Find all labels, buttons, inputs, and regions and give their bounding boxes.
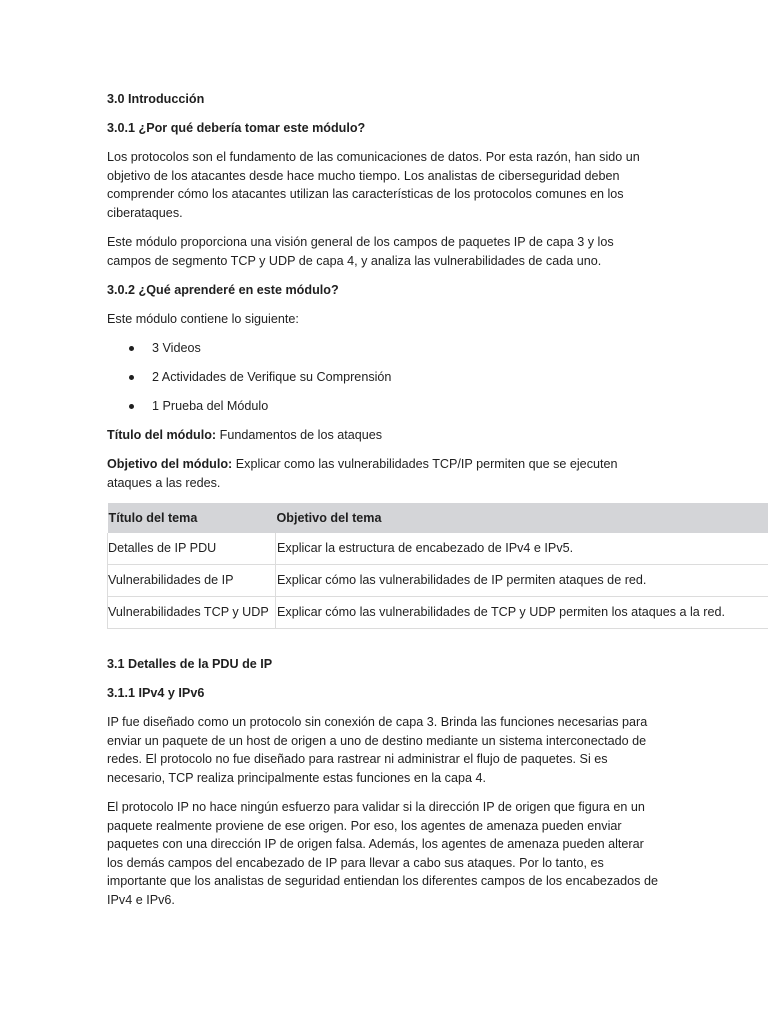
table-cell-topic: Detalles de IP PDU bbox=[108, 533, 276, 565]
header-topic-objective: Objetivo del tema bbox=[276, 503, 768, 533]
paragraph-pdu-2: El protocolo IP no hace ningún esfuerzo para validar si la dirección IP de origen que figura en un paquete realmente proviene de ese origen. Por eso, los agentes de amenaza pueden enviar paquetes con una dirección IP de origen falsa. Además, los agentes de amenaza pueden alterar los demás campos del encabezado de IP para llevar a cabo sus ataques. Por lo tanto, es importante que los analistas de seguridad entiendan los diferentes campos de los encabezados de IPv4 e IPv6. bbox=[107, 800, 658, 908]
module-title-value: Fundamentos de los ataques bbox=[216, 428, 383, 443]
heading-3-0-1: 3.0.1 ¿Por qué debería tomar este módulo? bbox=[107, 121, 366, 136]
table-row bbox=[108, 533, 768, 565]
list-item: 3 Videos bbox=[107, 339, 768, 358]
document-page bbox=[107, 90, 768, 920]
paragraph-why-2: Este módulo proporciona una visión general de los campos de paquetes IP de capa 3 y los campos de segmento TCP y UDP de capa 4, y analiza las vulnerabilidades de cada uno. bbox=[107, 235, 614, 268]
table-cell-objective: Explicar cómo las vulnerabilidades de TCP y UDP permiten los ataques a la red. bbox=[276, 597, 768, 629]
paragraph-pdu-1: IP fue diseñado como un protocolo sin conexión de capa 3. Brinda las funciones necesarias para enviar un paquete de un host de origen a uno de destino mediante un sistema interconectado de redes. El protocolo no fue diseñado para rastrear ni administrar el flujo de paquetes. Si es necesario, TCP realiza principalmente estas funciones en la capa 4. bbox=[107, 715, 648, 785]
list-item: 2 Actividades de Verifique su Comprensión bbox=[107, 368, 768, 387]
table-row bbox=[108, 597, 768, 629]
module-objective-value: Explicar como las vulnerabilidades TCP/IP permiten que se ejecuten ataques a las redes. bbox=[107, 457, 618, 490]
paragraph-why-1: Los protocolos son el fundamento de las comunicaciones de datos. Por esta razón, han sido un objetivo de los atacantes desde hace mucho tiempo. Los analistas de ciberseguridad deben comprender cómo los atacantes utilizan las características de los protocolos comunes en los ciberataques. bbox=[107, 150, 640, 220]
table-cell-objective: Explicar la estructura de encabezado de IPv4 e IPv5. bbox=[276, 533, 768, 565]
table-header-row bbox=[108, 503, 768, 533]
module-objective-line bbox=[107, 455, 659, 492]
heading-3-0: 3.0 Introducción bbox=[107, 92, 205, 106]
topics-table bbox=[107, 503, 768, 629]
learn-list bbox=[107, 339, 768, 416]
table-cell-topic: Vulnerabilidades TCP y UDP bbox=[108, 597, 276, 629]
module-title-label: Título del módulo: bbox=[107, 428, 217, 443]
module-title-line bbox=[107, 426, 768, 445]
header-topic-title: Título del tema bbox=[108, 503, 276, 533]
heading-3-0-2: 3.0.2 ¿Qué aprenderé en este módulo? bbox=[107, 282, 339, 297]
module-objective-label: Objetivo del módulo: bbox=[107, 457, 233, 472]
heading-3-1-1: 3.1.1 IPv4 y IPv6 bbox=[107, 686, 205, 701]
list-item: 1 Prueba del Módulo bbox=[107, 397, 768, 416]
table-cell-objective: Explicar cómo las vulnerabilidades de IP permiten ataques de red. bbox=[276, 565, 768, 597]
heading-3-1: 3.1 Detalles de la PDU de IP bbox=[107, 657, 273, 671]
table-cell-topic: Vulnerabilidades de IP bbox=[108, 565, 276, 597]
paragraph-learn-intro: Este módulo contiene lo siguiente: bbox=[107, 311, 299, 326]
table-row bbox=[108, 565, 768, 597]
